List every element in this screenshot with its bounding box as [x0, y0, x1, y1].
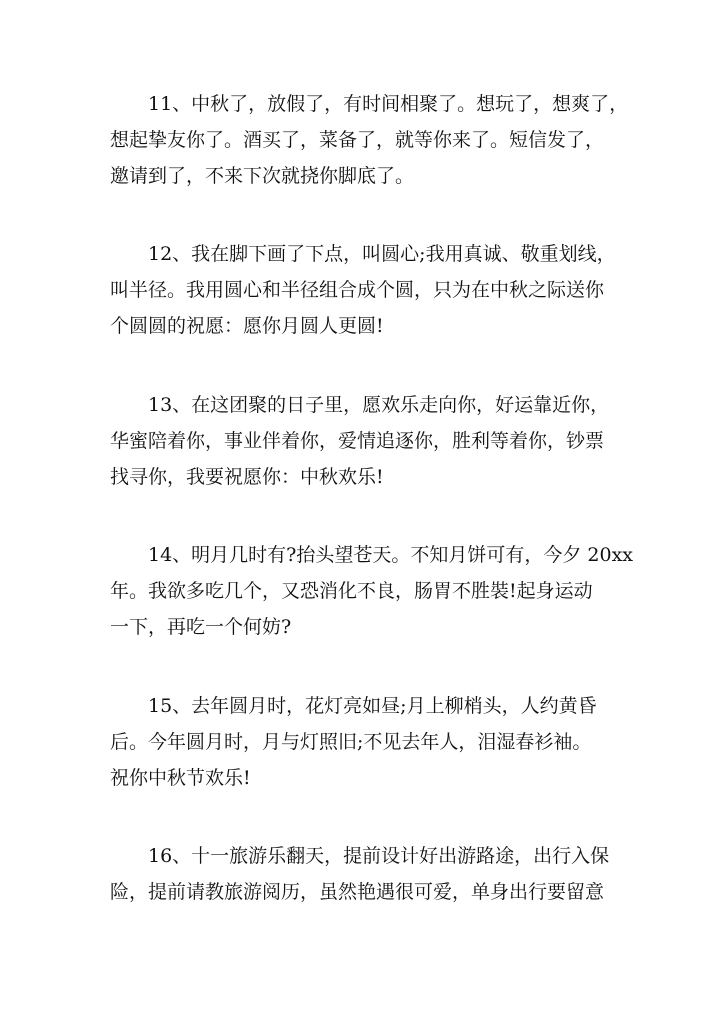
paragraph-line: 15、去年圆月时，花灯亮如昼;月上柳梢头，人约黄昏	[148, 695, 597, 717]
paragraph-line: 想起挚友你了。酒买了，菜备了，就等你来了。短信发了，	[110, 129, 605, 151]
paragraph-line: 找寻你，我要祝愿你：中秋欢乐!	[110, 466, 384, 488]
paragraph-line: 11、中秋了，放假了，有时间相聚了。想玩了，想爽了，	[148, 93, 629, 115]
paragraph-line: 一下，再吃一个何妨?	[110, 616, 292, 638]
paragraph-line: 邀请到了，不来下次就挠你脚底了。	[110, 165, 415, 187]
paragraph-line: 14、明月几时有?抬头望苍天。不知月饼可有，今夕 20xx	[148, 544, 634, 566]
paragraph-line: 祝你中秋节欢乐!	[110, 767, 251, 789]
paragraph-14	[110, 537, 634, 645]
paragraph-16	[110, 838, 610, 910]
paragraph-line: 13、在这团聚的日子里，愿欢乐走向你，好运靠近你，	[148, 394, 610, 416]
paragraph-15	[110, 688, 610, 796]
paragraph-13	[110, 387, 610, 495]
paragraph-line: 险，提前请教旅游阅历，虽然艳遇很可爱，单身出行要留意	[110, 881, 605, 903]
paragraph-line: 16、十一旅游乐翻天，提前设计好出游路途，出行入保	[148, 845, 610, 867]
paragraph-line: 叫半径。我用圆心和半径组合成个圆，只为在中秋之际送你	[110, 279, 605, 301]
paragraph-11	[110, 86, 629, 194]
paragraph-line: 华蜜陪着你，事业伴着你，爱情追逐你，胜利等着你，钞票	[110, 430, 605, 452]
paragraph-line: 12、我在脚下画了下点，叫圆心;我用真诚、敬重划线，	[148, 243, 616, 265]
paragraph-line: 年。我欲多吃几个，又恐消化不良，肠胃不胜裝!起身运动	[110, 580, 593, 602]
paragraph-line: 个圆圆的祝愿：愿你月圆人更圆!	[110, 315, 384, 337]
paragraph-line: 后。今年圆月时，月与灯照旧;不见去年人，泪湿春衫袖。	[110, 731, 592, 753]
paragraph-12	[110, 236, 616, 344]
